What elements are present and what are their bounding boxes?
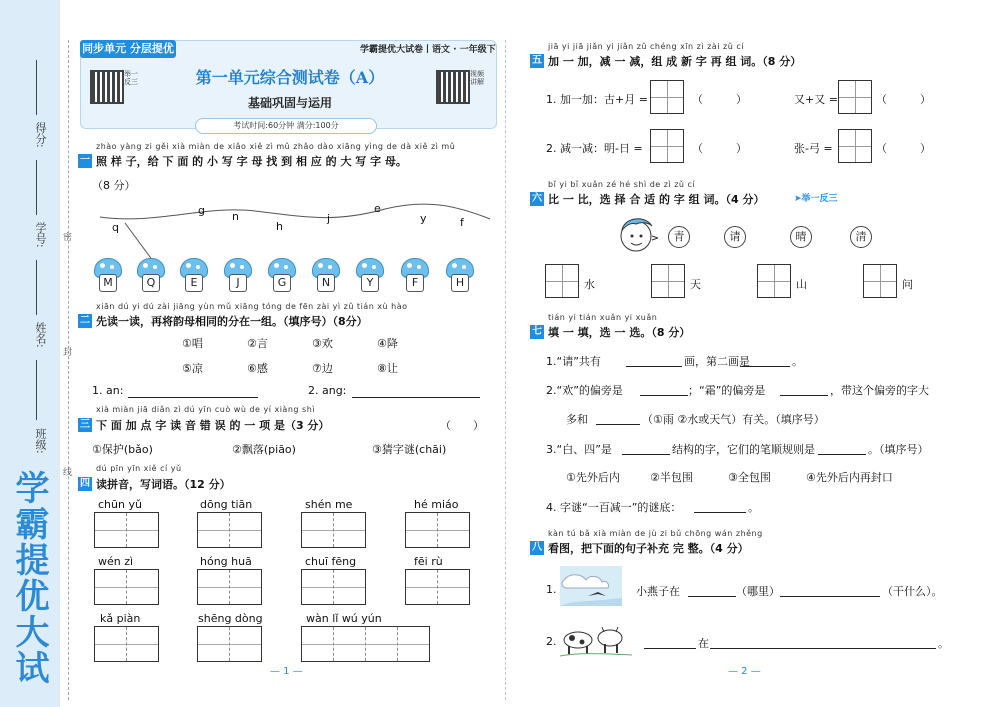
q8-line2-end: 。 [938, 637, 949, 650]
q4-pinyin-r3c3: wàn lǐ wú yún [306, 612, 382, 625]
q3-text: 下 面 加 点 字 读 音 错 误 的 一 项 是（3 分） [96, 419, 330, 432]
q2-option-1: ①唱 [182, 337, 203, 350]
student-id-line [36, 160, 37, 215]
q2-option-6: ⑥感 [247, 362, 268, 375]
mushroom-E: E [180, 258, 206, 290]
q5-paren-2[interactable]: （ ） [876, 93, 931, 106]
q2-text: 先读一读，再将韵母相同的分在一组。（填序号）（8分） [96, 315, 368, 328]
q5-box-4[interactable] [838, 129, 872, 163]
qr-code-right[interactable] [436, 70, 470, 104]
q7-line4-b: 结构的字，它们的笔顺规则是 [672, 443, 815, 456]
q7-text: 填 一 填，选 一 选。（8 分） [548, 326, 691, 339]
mushroom-Y: Y [356, 258, 382, 290]
q6-number: 六 [532, 193, 542, 204]
q5-number: 五 [532, 55, 542, 66]
q2-option-5: ⑤凉 [182, 362, 203, 375]
q2-option-8: ⑧让 [377, 362, 398, 375]
q3-option-2: ②飘落(piāo) [232, 443, 296, 456]
q8-blank-where[interactable] [688, 584, 736, 597]
q7-line3-a: 多和 [566, 413, 588, 426]
q6-word-2: 天 [690, 278, 701, 291]
q7-line1-end: 。 [792, 355, 803, 368]
q1-pinyin: zhào yàng zi gěi xià miàn de xiǎo xiě zì mǔ zhǎo dào xiāng yìng de dà xiě zì mǔ [96, 142, 456, 151]
q5-item-1: 1. 加一加：古+月 = [546, 93, 648, 106]
q6-word-3: 山 [796, 278, 807, 291]
q4-number: 四 [80, 478, 90, 489]
page-title: 第一单元综合测试卷（A） [195, 68, 385, 87]
q6-char-qing1: 青 [668, 226, 690, 248]
q2-option-2: ②言 [247, 337, 268, 350]
fold-mark-feng: 封 [63, 348, 73, 358]
q7-blank-riddle[interactable] [694, 500, 746, 513]
q3-number: 三 [80, 419, 90, 430]
q6-box-2[interactable] [651, 264, 685, 298]
q6-text: 比 一 比，选 择 合 适 的 字 组 词。（4 分） [548, 193, 765, 206]
q7-pinyin: tián yi tián xuǎn yi xuǎn [548, 313, 658, 322]
q4-box-r2c4[interactable] [405, 569, 470, 605]
q1-lower-q: q [112, 221, 119, 234]
q5-pinyin: jiā yi jiā jiǎn yi jiǎn zǔ chéng xīn zì zài zǔ cí [548, 42, 744, 51]
q7-line1-b: 画，第二画是 [684, 355, 750, 368]
mushroom-M: M [94, 258, 120, 290]
qr-left-caption: 举一反三 [124, 70, 138, 86]
class-line [36, 360, 37, 420]
q2-blank-an[interactable] [128, 385, 258, 398]
q6-char-qing4: 清 [850, 226, 872, 248]
q5-text: 加 一 加，减 一 减，组 成 新 字 再 组 词。（8 分） [548, 55, 802, 68]
q5-item-4: 张-弓 = [794, 142, 833, 155]
q4-text: 读拼音，写词语。（12 分） [96, 478, 231, 491]
q7-number: 七 [532, 326, 542, 337]
q6-pinyin: bǐ yi bǐ xuǎn zé hé shì de zì zǔ cí [548, 180, 696, 189]
q4-pinyin-r1c4: hé miáo [414, 498, 459, 511]
q4-pinyin-r3c1: kǎ piàn [100, 612, 141, 625]
q4-box-r1c3[interactable] [301, 512, 366, 548]
q1-lower-f: f [460, 216, 464, 229]
q5-paren-1[interactable]: （ ） [692, 93, 747, 106]
q6-word-4: 问 [902, 278, 913, 291]
q7-blank-huan-radical[interactable] [640, 383, 688, 396]
q1-lower-j: j [327, 212, 331, 225]
name-label: 姓名: [34, 322, 47, 348]
mushroom-F: F [401, 258, 427, 290]
score-label: 得分: [34, 122, 47, 148]
q7-line4-c: 。（填序号） [868, 443, 929, 456]
q7-rule-option-3: ③全包围 [728, 471, 771, 484]
q7-rule-option-2: ②半包围 [650, 471, 693, 484]
q7-blank-meaning[interactable] [596, 412, 640, 425]
q7-line2-a: 2.“欢”的偏旁是 [546, 384, 623, 397]
q6-char-qing2: 请 [724, 226, 746, 248]
q8-line1-a: 小燕子在 [636, 585, 680, 598]
q4-pinyin-r1c1: chūn yǔ [98, 498, 142, 511]
page-number-1: — 1 — [270, 666, 303, 677]
q2-pinyin: xiān dú yi dú zài jiāng yùn mǔ xiāng tóng de fēn zài yì zǔ tián xù hào [96, 302, 408, 311]
q8-line1-b: （哪里） [736, 585, 780, 598]
q7-line6: 4. 字谜“一百减一”的谜底： [546, 501, 682, 514]
mushroom-H: H [446, 258, 472, 290]
q6-char-qing3: 晴 [790, 226, 812, 248]
name-line [36, 260, 37, 315]
q1-wave-line [95, 195, 495, 265]
q7-line2-b: ；“霜”的偏旁是 [688, 384, 766, 397]
q5-box-3[interactable] [650, 129, 684, 163]
q8-line2-a: 在 [698, 637, 709, 650]
q4-box-r3c3[interactable] [301, 626, 430, 662]
fold-mark-xian: 线 [63, 468, 73, 478]
q4-box-r1c2[interactable] [197, 512, 262, 548]
q5-paren-4[interactable]: （ ） [876, 142, 931, 155]
q4-box-r2c2[interactable] [197, 569, 262, 605]
page-divider [505, 40, 506, 700]
q1-lower-y: y [420, 212, 427, 225]
q7-blank-structure[interactable] [622, 442, 670, 455]
q7-line2-c: ，带这个偏旁的字大 [830, 384, 929, 397]
q6-box-1[interactable] [545, 264, 579, 298]
q2-blank-ang-label: 2. ang: [308, 384, 347, 397]
q7-line4-a: 3.“白、四”是 [546, 443, 612, 456]
q2-blank-an-label: 1. an: [92, 384, 124, 397]
q4-pinyin-r1c2: dōng tiān [200, 498, 253, 511]
cows-image [560, 624, 632, 658]
q6-word-1: 水 [584, 278, 595, 291]
q7-blank-stroke-rule[interactable] [818, 442, 866, 455]
q8-pinyin: kàn tú bǎ xià miàn de jù zi bǔ chōng wán zhěng [548, 529, 763, 538]
q8-line1-c: （干什么）。 [882, 585, 943, 598]
q7-blank-second-stroke[interactable] [740, 354, 790, 367]
q7-blank-shuang-radical[interactable] [780, 383, 828, 396]
q7-rule-option-1: ①先外后内 [566, 471, 620, 484]
q2-blank-ang[interactable] [352, 385, 480, 398]
q4-pinyin-r2c4: fēi rù [414, 555, 443, 568]
fold-line [68, 40, 69, 700]
page-number-2: — 2 — [728, 666, 761, 677]
q8-line2-num: 2. [546, 635, 557, 648]
q1-score: （8 分） [92, 179, 136, 192]
mushroom-G: G [268, 258, 294, 290]
q1-text: 照 样 子，给 下 面 的 小 写 字 母 找 到 相 应 的 大 写 字 母。 [96, 155, 407, 168]
q4-pinyin-r1c3: shén me [305, 498, 353, 511]
q8-number: 八 [532, 542, 542, 553]
q2-option-4: ④降 [377, 337, 398, 350]
q4-pinyin-r2c1: wén zì [98, 555, 134, 568]
q4-box-r3c2[interactable] [197, 626, 262, 662]
mushroom-J: J [224, 258, 250, 290]
mushroom-Q: Q [137, 258, 163, 290]
class-label: 班级: [34, 428, 47, 454]
q4-pinyin: dú pīn yīn xiě cí yǔ [96, 464, 182, 473]
q4-pinyin-r3c2: shēng dòng [198, 612, 263, 625]
q4-box-r2c1[interactable] [94, 569, 159, 605]
q5-box-1[interactable] [650, 80, 684, 114]
swallow-sky-image [560, 566, 622, 606]
q4-pinyin-r2c2: hóng huā [200, 555, 252, 568]
child-face-icon [618, 214, 658, 256]
q3-option-1: ①保护(bǎo) [92, 443, 153, 456]
q8-text: 看图，把下面的句子补充 完 整。（4 分） [548, 542, 749, 555]
q1-lower-n: n [232, 210, 239, 223]
q8-blank-sentence[interactable] [710, 636, 936, 649]
mushroom-N: N [312, 258, 338, 290]
q2-option-7: ⑦边 [312, 362, 333, 375]
q3-pinyin: xià miàn jiā diǎn zì dú yīn cuò wù de yí xiàng shì [96, 405, 315, 414]
q1-lower-e: e [374, 202, 381, 215]
q2-option-3: ③欢 [312, 337, 333, 350]
q1-lower-h: h [276, 220, 283, 233]
q4-box-r1c1[interactable] [94, 512, 159, 548]
score-line [36, 60, 37, 115]
q7-blank-strokes[interactable] [626, 354, 682, 367]
q7-line1-a: 1.“请”共有 [546, 355, 601, 368]
q1-lower-g: g [198, 204, 205, 217]
qr-code-left[interactable] [90, 70, 124, 104]
q7-line6-end: 。 [748, 501, 759, 514]
q6-badge: ➤举一反三 [794, 194, 838, 204]
q7-line3-b: （①雨 ②水或天气）有关。（填序号） [642, 413, 825, 426]
exam-meta: 考试时间:60分钟 满分:100分 [195, 118, 377, 134]
q5-item-2: 又+又 = [794, 93, 838, 106]
q2-number: 二 [80, 315, 90, 326]
q1-number: 一 [80, 155, 90, 166]
q5-paren-3[interactable]: （ ） [692, 142, 747, 155]
q6-box-3[interactable] [757, 264, 791, 298]
q4-box-r2c3[interactable] [301, 569, 366, 605]
q5-box-2[interactable] [838, 80, 872, 114]
page-subtitle: 基础巩固与运用 [247, 96, 332, 110]
q7-rule-option-4: ④先外后内再封口 [806, 471, 893, 484]
q4-box-r3c1[interactable] [94, 626, 159, 662]
qr-right-caption: 视频讲解 [470, 70, 484, 86]
q4-pinyin-r2c3: chuī fēng [305, 555, 357, 568]
sidebar-brand: 学霸提优大试 [9, 470, 49, 686]
q8-line1-num: 1. [546, 583, 557, 596]
student-id-label: 学号: [34, 222, 47, 248]
q8-blank-doing[interactable] [780, 584, 880, 597]
series-label: 学霸提优大试卷丨语文 · 一年级下 [360, 45, 496, 55]
q6-box-4[interactable] [863, 264, 897, 298]
fold-mark-mi: 密 [63, 233, 73, 243]
q4-box-r1c4[interactable] [405, 512, 470, 548]
q8-blank-who[interactable] [644, 636, 696, 649]
q5-item-3: 2. 减一减：明-日 = [546, 142, 643, 155]
q3-option-3: ③猜字谜(chāi) [372, 443, 447, 456]
q3-answer-paren[interactable]: （ ） [440, 419, 484, 432]
unit-tag: 同步单元 分层提优 [80, 40, 176, 58]
